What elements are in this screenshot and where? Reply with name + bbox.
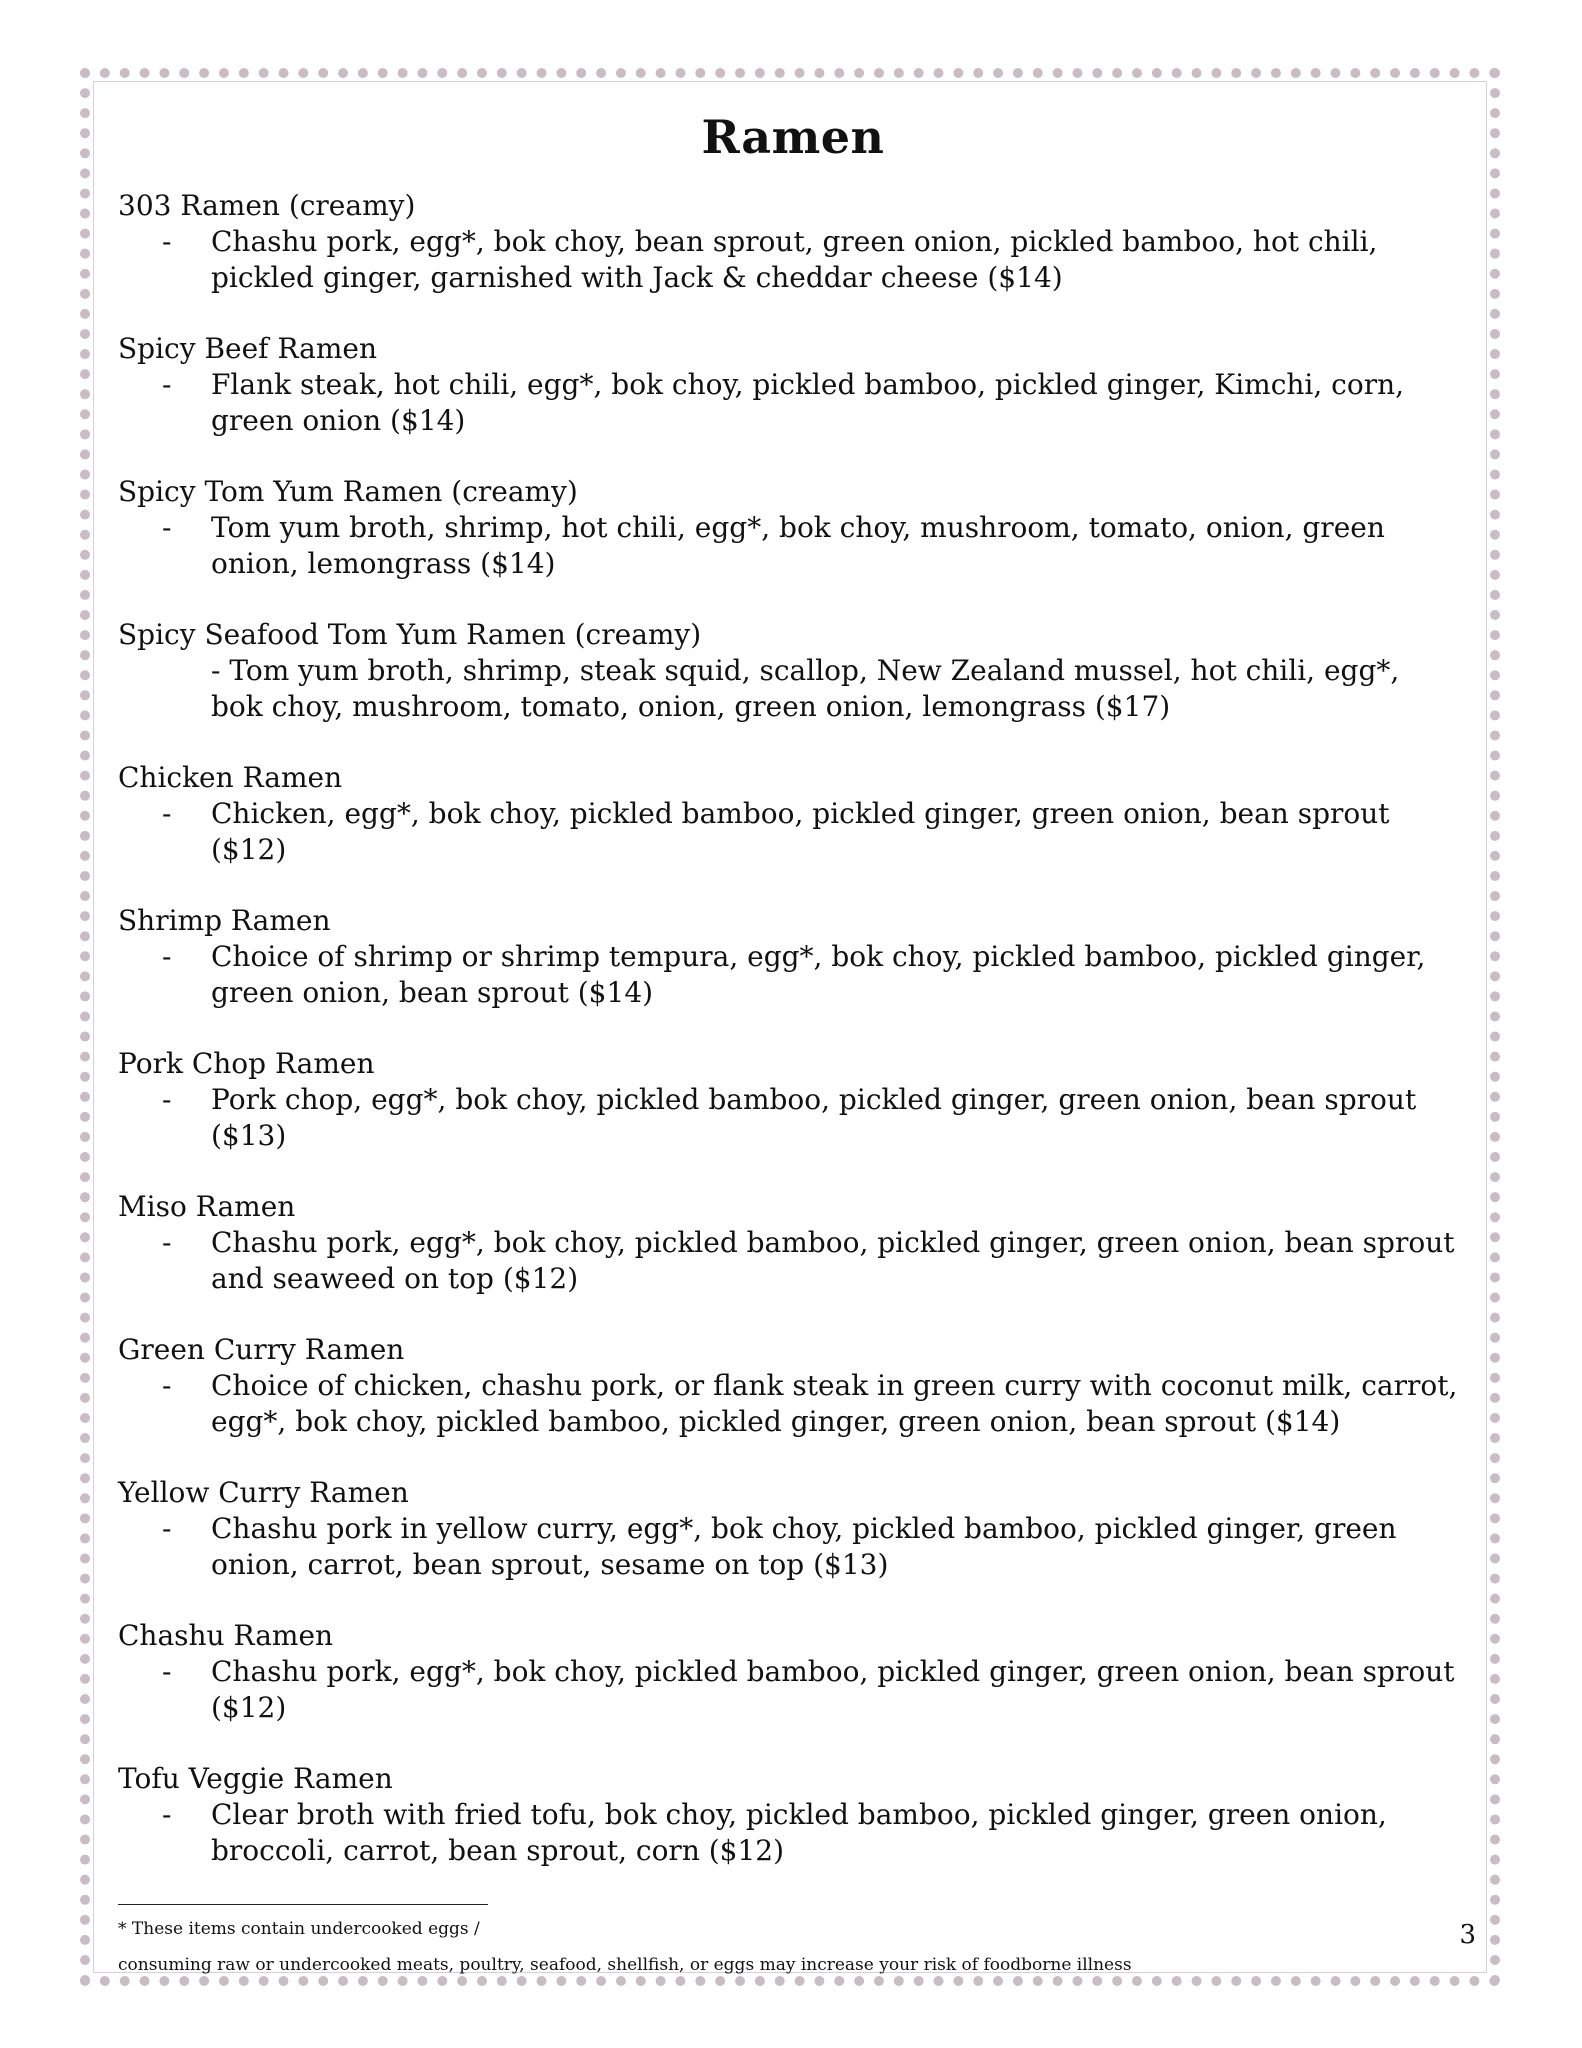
menu-item-name: Miso Ramen — [118, 1190, 296, 1223]
menu-item — [118, 903, 1468, 1011]
menu-item-description-text: Choice of chicken, chashu pork, or flank steak in green curry with coconut milk, carrot, egg*, bok choy, pickled bamboo, pickled ginger, green onion, bean sprout ($14) — [211, 1369, 1458, 1438]
menu-item-description-text: Chashu pork, egg*, bok choy, bean sprout, green onion, pickled bamboo, hot chili, pickled ginger, garnished with Jack & cheddar cheese ($14) — [211, 225, 1378, 294]
menu-item-description — [118, 1654, 1468, 1726]
bullet-dash: - — [162, 1369, 172, 1402]
menu-item — [118, 1046, 1468, 1154]
menu-item-name: Yellow Curry Ramen — [118, 1476, 409, 1509]
menu-item-description-text: Clear broth with fried tofu, bok choy, pickled bamboo, pickled ginger, green onion, broccoli, carrot, bean sprout, corn ($12) — [211, 1798, 1387, 1867]
page-number: 3 — [1459, 1920, 1476, 1950]
menu-item-name: Pork Chop Ramen — [118, 1047, 375, 1080]
menu-item-description — [118, 796, 1468, 868]
footnote-foodborne-illness: consuming raw or undercooked meats, poultry, seafood, shellfish, or eggs may increase your risk of foodborne illness — [118, 1955, 1132, 1975]
bullet-dash: - — [162, 797, 172, 830]
menu-item-name: Spicy Beef Ramen — [118, 332, 378, 365]
menu-item-description — [118, 1511, 1468, 1583]
menu-item-name: Spicy Seafood Tom Yum Ramen (creamy) — [118, 618, 702, 651]
menu-item-list — [118, 188, 1468, 1869]
menu-item — [118, 1189, 1468, 1297]
menu-item-description-text: Chashu pork, egg*, bok choy, pickled bamboo, pickled ginger, green onion, bean sprout and seaweed on top ($12) — [211, 1226, 1455, 1295]
bullet-dash: - — [162, 1798, 172, 1831]
menu-item-description-text: Tom yum broth, shrimp, hot chili, egg*, bok choy, mushroom, tomato, onion, green onion, lemongrass ($14) — [211, 511, 1385, 580]
menu-item-description — [118, 1225, 1468, 1297]
menu-item-description — [118, 1082, 1468, 1154]
menu-item — [118, 1332, 1468, 1440]
bullet-dash: - — [162, 511, 172, 544]
menu-item-description — [118, 1797, 1468, 1869]
bullet-dash: - — [162, 1226, 172, 1259]
menu-item-description — [118, 1368, 1468, 1440]
bullet-dash: - — [162, 1083, 172, 1116]
menu-item-description-text: Flank steak, hot chili, egg*, bok choy, pickled bamboo, pickled ginger, Kimchi, corn, green onion ($14) — [211, 368, 1405, 437]
menu-item-description-text: - Tom yum broth, shrimp, steak squid, scallop, New Zealand mussel, hot chili, egg*, bok choy, mushroom, tomato, onion, green onion, lemongrass ($17) — [211, 654, 1400, 723]
menu-item-description-text: Chashu pork in yellow curry, egg*, bok choy, pickled bamboo, pickled ginger, green onion, carrot, bean sprout, sesame on top ($13) — [211, 1512, 1397, 1581]
menu-item-description-text: Chicken, egg*, bok choy, pickled bamboo, pickled ginger, green onion, bean sprout ($12) — [211, 797, 1390, 866]
menu-item-description — [118, 367, 1468, 439]
menu-item-description — [118, 224, 1468, 296]
menu-item-description-text: Choice of shrimp or shrimp tempura, egg*, bok choy, pickled bamboo, pickled ginger, green onion, bean sprout ($14) — [211, 940, 1426, 1009]
menu-item-description — [118, 510, 1468, 582]
bullet-dash: - — [162, 225, 172, 258]
menu-page-content — [118, 100, 1468, 1989]
menu-item-name: Chicken Ramen — [118, 761, 343, 794]
menu-item — [118, 1618, 1468, 1726]
bullet-dash: - — [162, 368, 172, 401]
menu-item-name: Chashu Ramen — [118, 1619, 334, 1652]
menu-item-name: Spicy Tom Yum Ramen (creamy) — [118, 475, 578, 508]
menu-item-description — [118, 939, 1468, 1011]
menu-item-description-text: Chashu pork, egg*, bok choy, pickled bamboo, pickled ginger, green onion, bean sprout ($12) — [211, 1655, 1455, 1724]
bullet-dash: - — [162, 1512, 172, 1545]
footnote-divider — [118, 1904, 488, 1905]
menu-item-description — [118, 653, 1468, 725]
menu-item-description-text: Pork chop, egg*, bok choy, pickled bamboo, pickled ginger, green onion, bean sprout ($13) — [211, 1083, 1417, 1152]
menu-item — [118, 331, 1468, 439]
footnote-egg-warning: * These items contain undercooked eggs / — [118, 1919, 480, 1939]
menu-item-name: Green Curry Ramen — [118, 1333, 405, 1366]
menu-item — [118, 188, 1468, 296]
bullet-dash: - — [162, 940, 172, 973]
menu-item — [118, 1475, 1468, 1583]
menu-item-name: 303 Ramen (creamy) — [118, 189, 416, 222]
menu-item — [118, 1761, 1468, 1869]
menu-item-name: Shrimp Ramen — [118, 904, 331, 937]
menu-item — [118, 617, 1468, 725]
menu-item — [118, 474, 1468, 582]
bullet-dash: - — [162, 1655, 172, 1688]
page-title: Ramen — [701, 110, 885, 164]
menu-item — [118, 760, 1468, 868]
menu-item-name: Tofu Veggie Ramen — [118, 1762, 393, 1795]
